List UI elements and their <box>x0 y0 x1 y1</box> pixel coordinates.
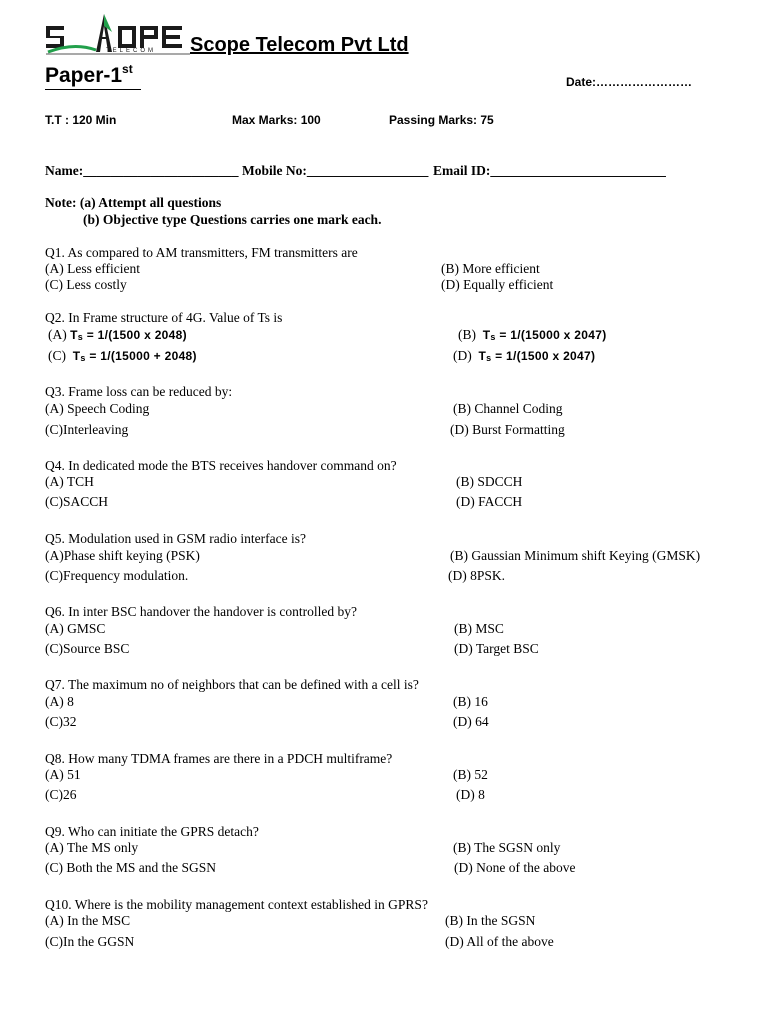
q9-option-d: (D) None of the above <box>454 860 576 875</box>
q10-option-d: (D) All of the above <box>445 934 554 949</box>
question-2: Q2. In Frame structure of 4G. Value of Ts is <box>45 310 283 325</box>
q2-option-d: (D) Ts = 1/(1500 x 2047) <box>453 348 596 363</box>
q7-option-d: (D) 64 <box>453 714 489 729</box>
question-4: Q4. In dedicated mode the BTS receives handover command on? <box>45 458 397 473</box>
q3-option-a: (A) Speech Coding <box>45 401 150 416</box>
paper-title <box>45 64 133 88</box>
q6-option-d: (D) Target BSC <box>454 641 539 656</box>
q3-option-d: (D) Burst Formatting <box>450 422 565 437</box>
q4-option-a: (A) TCH <box>45 474 94 489</box>
scope-telecom-logo <box>44 12 192 58</box>
question-7: Q7. The maximum no of neighbors that can be defined with a cell is? <box>45 677 419 692</box>
email-field: Email ID:__________________________ <box>433 163 666 178</box>
note-line-2: (b) Objective type Questions carries one mark each. <box>83 212 382 227</box>
date-field: Date:…………………… <box>566 75 693 89</box>
q5-option-a: (A)Phase shift keying (PSK) <box>45 548 200 563</box>
q5-option-c: (C)Frequency modulation. <box>45 568 189 583</box>
q8-option-b: (B) 52 <box>453 767 488 782</box>
question-10: Q10. Where is the mobility management context established in GPRS? <box>45 897 428 912</box>
q1-option-d: (D) Equally efficient <box>441 277 554 292</box>
company-name: Scope Telecom Pvt Ltd <box>190 34 409 56</box>
question-9: Q9. Who can initiate the GPRS detach? <box>45 824 259 839</box>
mobile-field: Mobile No:__________________ <box>242 163 429 178</box>
q1-option-c: (C) Less costly <box>45 277 127 292</box>
q8-option-c: (C)26 <box>45 787 77 802</box>
q10-option-a: (A) In the MSC <box>45 913 131 928</box>
total-time: T.T : 120 Min <box>45 113 117 127</box>
q4-option-c: (C)SACCH <box>45 494 109 509</box>
max-marks: Max Marks: 100 <box>232 113 321 127</box>
question-8: Q8. How many TDMA frames are there in a PDCH multiframe? <box>45 751 393 766</box>
q2-option-c: (C) Ts = 1/(15000 + 2048) <box>48 348 197 363</box>
q5-option-d: (D) 8PSK. <box>448 568 506 583</box>
q8-option-d: (D) 8 <box>456 787 485 802</box>
question-6: Q6. In inter BSC handover the handover is controlled by? <box>45 604 357 619</box>
question-1: Q1. As compared to AM transmitters, FM transmitters are <box>45 245 358 260</box>
paper-number: Paper-1 <box>45 64 123 87</box>
q3-option-b: (B) Channel Coding <box>453 401 563 416</box>
q6-option-c: (C)Source BSC <box>45 641 130 656</box>
q10-option-b: (B) In the SGSN <box>445 913 536 928</box>
q2-option-a: (A) Ts = 1/(1500 x 2048) <box>48 327 187 342</box>
question-5: Q5. Modulation used in GSM radio interface is? <box>45 531 306 546</box>
q9-option-c: (C) Both the MS and the SGSN <box>45 860 217 875</box>
q6-option-a: (A) GMSC <box>45 621 106 636</box>
q4-option-b: (B) SDCCH <box>456 474 523 489</box>
q7-option-c: (C)32 <box>45 714 77 729</box>
note-line-1: Note: (a) Attempt all questions <box>45 195 222 210</box>
name-field: Name:_______________________ <box>45 163 239 178</box>
q8-option-a: (A) 51 <box>45 767 81 782</box>
q1-option-a: (A) Less efficient <box>45 261 140 276</box>
logo-tagline: TELECOM <box>106 48 157 54</box>
q5-option-b: (B) Gaussian Minimum shift Keying (GMSK) <box>450 548 701 563</box>
q1-option-b: (B) More efficient <box>441 261 540 276</box>
question-3: Q3. Frame loss can be reduced by: <box>45 384 233 399</box>
q2-option-b: (B) Ts = 1/(15000 x 2047) <box>458 327 607 342</box>
q3-option-c: (C)Interleaving <box>45 422 129 437</box>
paper-ordinal: st <box>122 62 133 76</box>
passing-marks: Passing Marks: 75 <box>389 113 494 127</box>
q9-option-a: (A) The MS only <box>45 840 139 855</box>
q4-option-d: (D) FACCH <box>456 494 523 509</box>
q6-option-b: (B) MSC <box>454 621 504 636</box>
q7-option-b: (B) 16 <box>453 694 488 709</box>
paper-underline <box>45 89 141 90</box>
q7-option-a: (A) 8 <box>45 694 74 709</box>
q10-option-c: (C)In the GGSN <box>45 934 135 949</box>
q9-option-b: (B) The SGSN only <box>453 840 561 855</box>
